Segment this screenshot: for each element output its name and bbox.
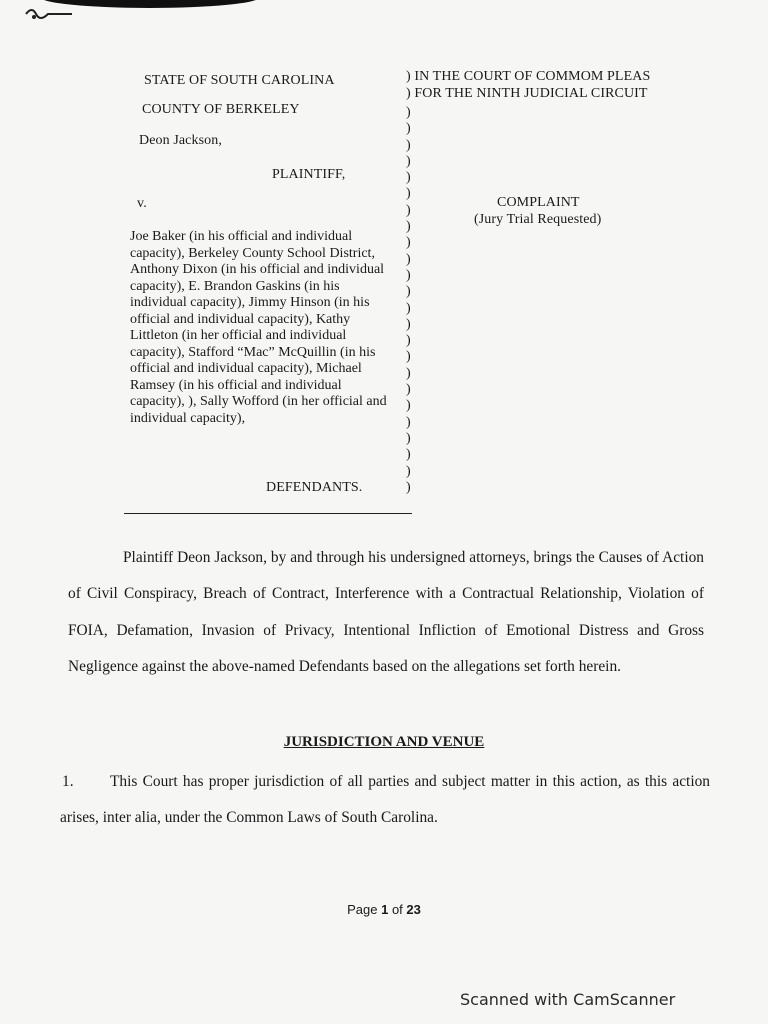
page-word: Page — [347, 902, 378, 917]
defendants-list: Joe Baker (in his official and individual capacity), Berkeley County School District, Anthony Dixon (in his official and individual capacity), E. Brandon Gaskins (in his individual capacity), Jimmy Hinson (in his official and individual capacity), Kathy Littleton (in her official and individual capacity), Stafford “Mac” McQuillin (in his official and individual capacity), Michael Ramsey (in his official and individual capacity), ), Sally Wofford (in her official and individual capacity), — [130, 229, 387, 426]
scribble-mark — [22, 4, 82, 24]
page-current: 1 — [381, 902, 389, 917]
versus-label: v. — [137, 196, 147, 211]
defendants-label: DEFENDANTS. — [266, 480, 363, 495]
page-total: 23 — [406, 902, 421, 917]
plaintiff-label: PLAINTIFF, — [272, 167, 346, 182]
complaint-title: COMPLAINT — [497, 195, 580, 210]
state-line: STATE OF SOUTH CAROLINA — [144, 73, 335, 88]
paragraph-1: This Court has proper jurisdiction of all parties and subject matter in this action, as this action arises, inter alia, under the Common Laws of South Carolina. — [60, 773, 710, 827]
court-line-2: ) FOR THE NINTH JUDICIAL CIRCUIT — [406, 86, 648, 101]
paren-column: ) ) ) ) ) ) ) ) ) ) ) ) ) ) ) ) ) ) ) ) ) ) ) ) — [406, 105, 411, 495]
county-line: COUNTY OF BERKELEY — [142, 102, 300, 117]
section-heading: JURISDICTION AND VENUE — [283, 734, 485, 750]
caption-divider — [124, 513, 412, 514]
intro-paragraph: Plaintiff Deon Jackson, by and through his undersigned attorneys, brings the Causes of Action of Civil Conspiracy, Breach of Contract, Interference with a Contractual Relationship, Violation of FOIA, Defamation, Invasion of Privacy, Intentional Infliction of Emotional Distress and Gross Negligence against the above-named Defendants based on the allegations set forth herein. — [68, 549, 704, 675]
complaint-subtitle: (Jury Trial Requested) — [474, 212, 602, 227]
plaintiff-name: Deon Jackson, — [139, 133, 222, 148]
paragraph-number: 1. — [62, 773, 74, 790]
page-of: of — [391, 902, 403, 917]
page-footer — [0, 902, 768, 917]
camscanner-watermark: Scanned with CamScanner — [460, 990, 676, 1009]
court-line-1: ) IN THE COURT OF COMMOM PLEAS — [406, 69, 651, 84]
